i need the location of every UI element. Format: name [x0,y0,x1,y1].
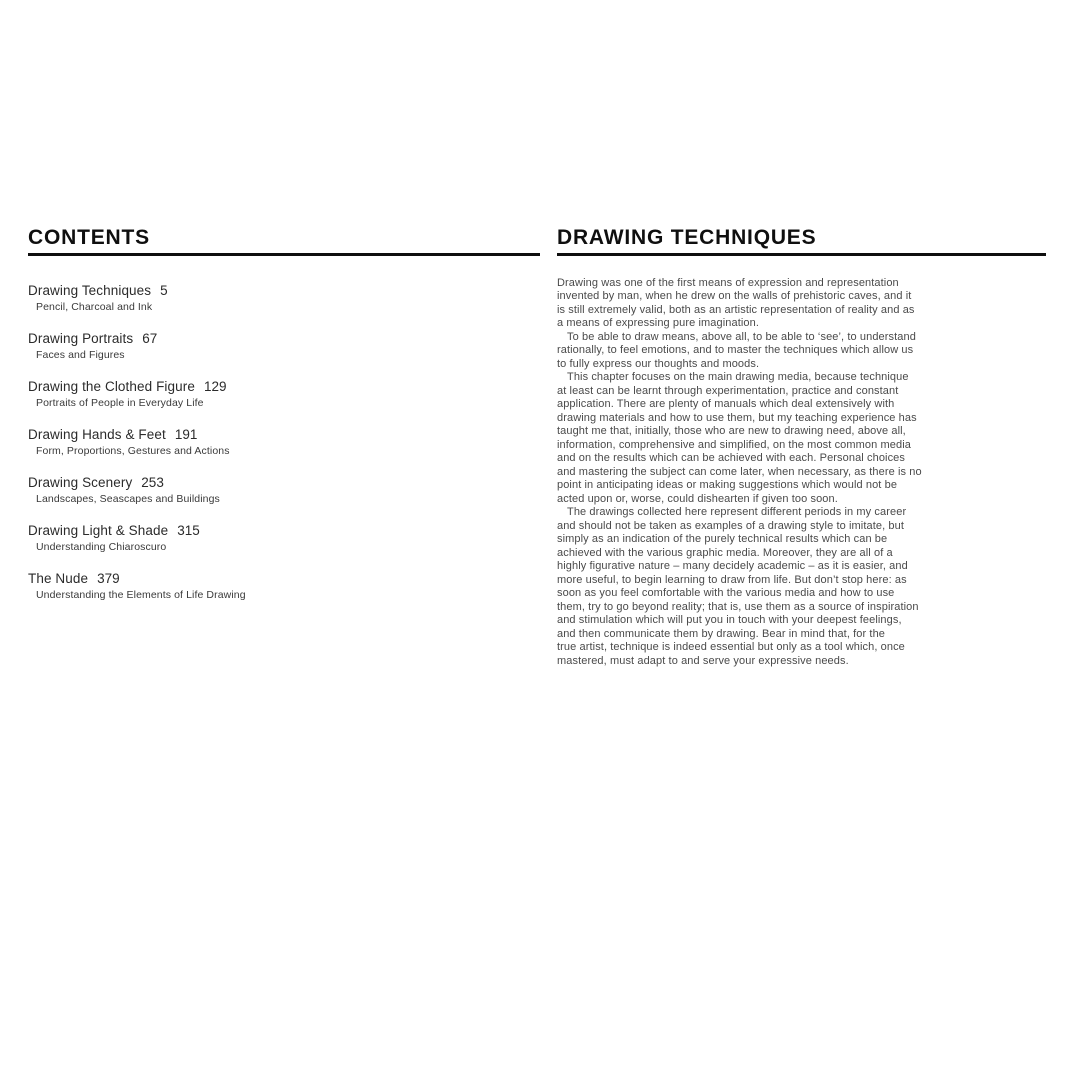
toc-entry-title: Drawing Scenery [28,474,133,490]
body-text-line: and stimulation which will put you in touch with your deepest feelings, [557,614,902,626]
paragraph [557,506,1046,668]
toc-entry [28,379,540,410]
body-text-line: highly figurative nature – many decidely academic – as it is easier, and [557,560,908,572]
toc-entry [28,331,540,362]
toc-entry-page: 67 [142,330,158,346]
chapter-rule [557,253,1046,256]
toc-entry [28,523,540,554]
toc-entry-subtitle: Form, Proportions, Gestures and Actions [36,444,230,457]
toc-entry-page: 191 [174,426,198,442]
toc-entry-page: 379 [97,570,120,586]
contents-rule [28,253,540,256]
body-text-line: application. There are plenty of manuals which deal extensively with [557,398,895,410]
body-text-line: information, comprehensive and simplified, on the most common media [557,438,911,451]
body-text-line: a means of expressing pure imagination. [557,317,760,329]
toc-entry-title: Drawing Portraits [28,330,134,346]
body-text-line: them, try to go beyond reality; that is, use them as a source of inspiration [557,600,919,613]
body-text-line: simply as an indication of the purely technical results which can be [557,533,888,545]
body-text-line: true artist, technique is indeed essential but only as a tool which, once [557,641,905,653]
body-text-line: more useful, to begin learning to draw from life. But don’t stop here: as [557,573,907,586]
toc-entry [28,571,540,602]
body-text-line: This chapter focuses on the main drawing media, because technique [567,371,909,383]
body-text-line: rationally, to feel emotions, and to master the techniques which allow us [557,344,914,356]
chapter-body [557,277,1046,669]
paragraph [557,331,1046,372]
toc-entry-subtitle: Landscapes, Seascapes and Buildings [36,492,220,505]
body-text-line: drawing materials and how to use them, but my teaching experience has [557,411,917,424]
toc-entry [28,283,540,314]
body-text-line: and on the results which can be achieved with each. Personal choices [557,452,906,464]
toc-entry-title: Drawing Hands & Feet [28,426,166,442]
paragraph [557,277,1046,331]
toc-entry-subtitle: Understanding Chiaroscuro [36,540,167,553]
toc-entry-page: 253 [141,474,164,490]
body-text-line: and then communicate them by drawing. Bear in mind that, for the [557,627,886,640]
toc-entry-subtitle: Portraits of People in Everyday Life [36,396,204,409]
toc-entry-title: Drawing the Clothed Figure [28,378,195,394]
paragraph [557,371,1046,506]
contents-title: CONTENTS [28,226,150,249]
body-text-line: to fully express our thoughts and moods. [557,357,760,370]
body-text-line: and should not be taken as examples of a drawing style to imitate, but [557,519,904,532]
body-text-line: The drawings collected here represent different periods in my career [567,506,907,518]
toc-entry-page: 129 [203,378,227,394]
toc-entry-subtitle: Faces and Figures [36,348,125,361]
body-text-line: acted upon or, worse, could dishearten if given too soon. [557,492,838,505]
toc-entry-title: Drawing Techniques [28,282,152,298]
toc-entry-title: The Nude [28,570,89,586]
contents-column [28,226,540,619]
toc-entry-title: Drawing Light & Shade [28,522,169,538]
body-text-line: at least can be learnt through experimentation, practice and constant [557,384,899,397]
body-text-line: taught me that, initially, those who are new to drawing need, above all, [557,425,906,437]
body-text-line: is still extremely valid, both as an artistic representation of reality and as [557,303,915,316]
body-text-line: Drawing was one of the first means of expression and representation [557,276,899,289]
chapter-title: DRAWING TECHNIQUES [557,226,817,249]
body-text-line: achieved with the various graphic media. Moreover, they are all of a [557,546,893,559]
toc-entry-page: 315 [177,522,200,538]
toc-entry [28,427,540,458]
body-text-line: and mastering the subject can come later, when necessary, as there is no [557,465,922,478]
toc-entry-page: 5 [160,282,168,298]
toc-list [28,283,540,602]
toc-entry [28,475,540,506]
body-text-line: To be able to draw means, above all, to be able to ‘see’, to understand [567,330,916,343]
body-text-line: soon as you feel comfortable with the various media and how to use [557,587,895,599]
body-text-line: point in anticipating ideas or making suggestions which would not be [557,479,898,491]
toc-entry-subtitle: Pencil, Charcoal and Ink [36,300,153,313]
chapter-column [557,226,1046,668]
body-text-line: mastered, must adapt to and serve your expressive needs. [557,654,849,667]
toc-entry-subtitle: Understanding the Elements of Life Drawing [36,588,246,601]
body-text-line: invented by man, when he drew on the walls of prehistoric caves, and it [557,290,912,302]
